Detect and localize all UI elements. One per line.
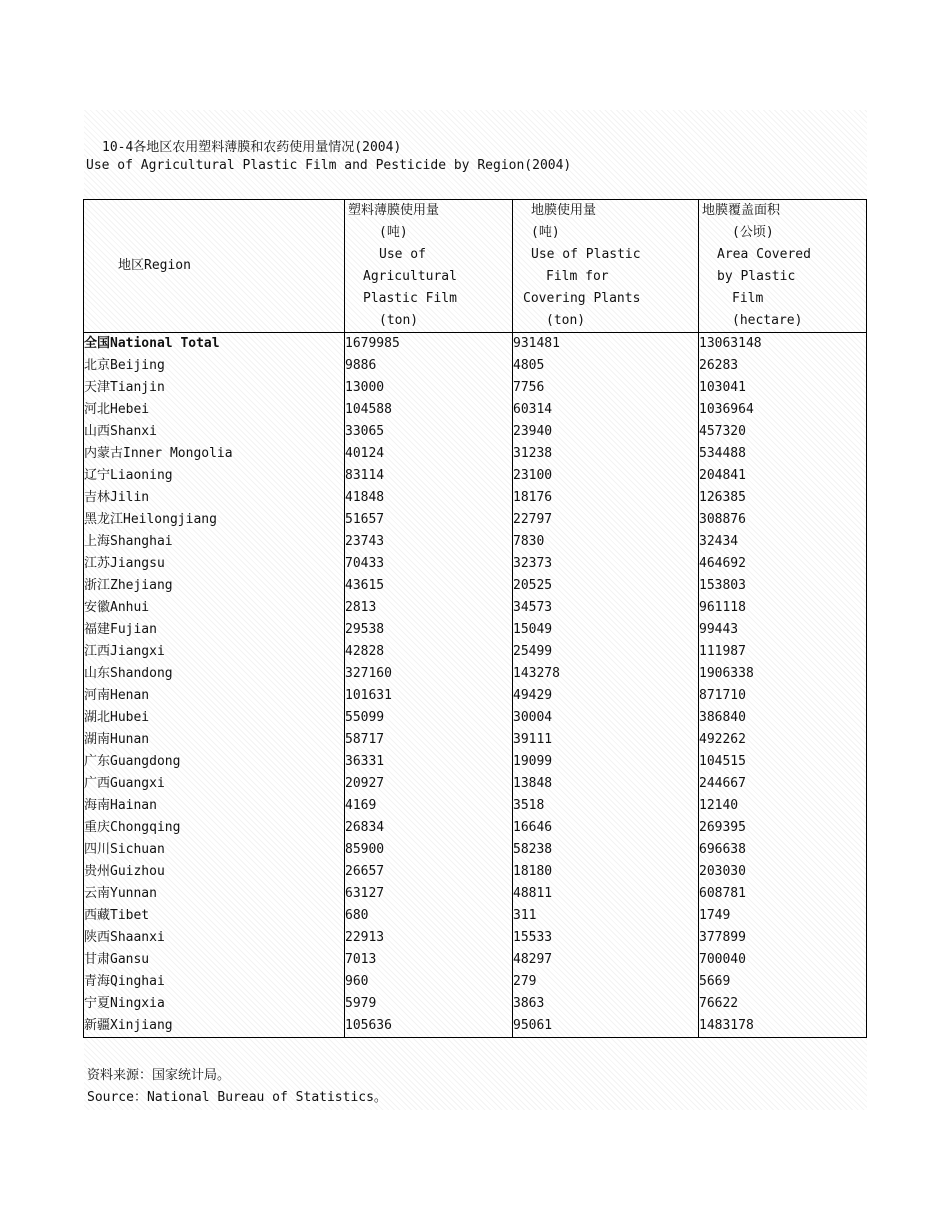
- region-cell: 西藏Tibet: [84, 905, 345, 927]
- header-line: 地膜覆盖面积: [702, 203, 781, 218]
- mulch-film-use-cell: 3518: [513, 795, 699, 817]
- table-row: [84, 927, 867, 949]
- header-line: (ton): [546, 313, 586, 328]
- region-cell: 江苏Jiangsu: [84, 553, 345, 575]
- mulch-film-use-cell: 143278: [513, 663, 699, 685]
- header-line: (公顷): [732, 225, 774, 240]
- header-line: Plastic Film: [363, 291, 457, 306]
- covered-area-cell: 204841: [699, 465, 867, 487]
- region-cell: 陕西Shaanxi: [84, 927, 345, 949]
- covered-area-cell: 104515: [699, 751, 867, 773]
- table-row: [84, 707, 867, 729]
- plastic-film-use-cell: 4169: [345, 795, 513, 817]
- plastic-film-use-cell: 55099: [345, 707, 513, 729]
- table-row: [84, 619, 867, 641]
- mulch-film-use-cell: 13848: [513, 773, 699, 795]
- mulch-film-use-cell: 4805: [513, 355, 699, 377]
- table-row: [84, 487, 867, 509]
- covered-area-cell: 103041: [699, 377, 867, 399]
- region-cell: 浙江Zhejiang: [84, 575, 345, 597]
- region-cell: 山东Shandong: [84, 663, 345, 685]
- source-note-chinese: 资料来源：国家统计局。: [87, 1068, 231, 1083]
- covered-area-cell: 377899: [699, 927, 867, 949]
- table-row: [84, 663, 867, 685]
- mulch-film-use-cell: 18180: [513, 861, 699, 883]
- table-row: [84, 421, 867, 443]
- plastic-film-use-cell: 43615: [345, 575, 513, 597]
- mulch-film-use-cell: 15049: [513, 619, 699, 641]
- mulch-film-use-cell: 19099: [513, 751, 699, 773]
- mulch-film-use-cell: 16646: [513, 817, 699, 839]
- region-cell: 上海Shanghai: [84, 531, 345, 553]
- mulch-film-use-cell: 15533: [513, 927, 699, 949]
- table-row: [84, 817, 867, 839]
- table-row: [84, 399, 867, 421]
- region-cell: 青海Qinghai: [84, 971, 345, 993]
- plastic-film-use-cell: 2813: [345, 597, 513, 619]
- table-title-english: Use of Agricultural Plastic Film and Pesticide by Region(2004): [86, 158, 572, 173]
- plastic-film-use-cell: 1679985: [345, 333, 513, 356]
- covered-area-cell: 1906338: [699, 663, 867, 685]
- region-cell: 甘肃Gansu: [84, 949, 345, 971]
- header-line: Covering Plants: [523, 291, 641, 306]
- header-line: Use of: [379, 247, 426, 262]
- region-cell: 安徽Anhui: [84, 597, 345, 619]
- plastic-film-use-cell: 20927: [345, 773, 513, 795]
- covered-area-cell: 12140: [699, 795, 867, 817]
- table-row: [84, 773, 867, 795]
- plastic-film-use-cell: 105636: [345, 1015, 513, 1038]
- mulch-film-use-cell: 18176: [513, 487, 699, 509]
- header-line: 塑料薄膜使用量: [348, 203, 440, 218]
- header-line: Agricultural: [363, 269, 457, 284]
- header-line: Use of Plastic: [531, 247, 641, 262]
- table-row: [84, 839, 867, 861]
- table-row: [84, 355, 867, 377]
- region-cell: 海南Hainan: [84, 795, 345, 817]
- covered-area-cell: 386840: [699, 707, 867, 729]
- header-line: Area Covered: [717, 247, 811, 262]
- plastic-film-use-cell: 36331: [345, 751, 513, 773]
- region-cell: 河南Henan: [84, 685, 345, 707]
- table-row: [84, 465, 867, 487]
- region-cell: 天津Tianjin: [84, 377, 345, 399]
- plastic-film-use-cell: 26834: [345, 817, 513, 839]
- mulch-film-use-cell: 34573: [513, 597, 699, 619]
- header-line: Film for: [546, 269, 609, 284]
- mulch-film-use-cell: 31238: [513, 443, 699, 465]
- covered-area-cell: 464692: [699, 553, 867, 575]
- table-row: [84, 685, 867, 707]
- mulch-film-use-cell: 60314: [513, 399, 699, 421]
- table-row: [84, 949, 867, 971]
- region-cell: 广东Guangdong: [84, 751, 345, 773]
- covered-area-cell: 26283: [699, 355, 867, 377]
- table-row: [84, 531, 867, 553]
- table-row: [84, 553, 867, 575]
- covered-area-cell: 111987: [699, 641, 867, 663]
- plastic-film-use-cell: 41848: [345, 487, 513, 509]
- covered-area-cell: 608781: [699, 883, 867, 905]
- region-cell: 湖北Hubei: [84, 707, 345, 729]
- covered-area-cell: 308876: [699, 509, 867, 531]
- region-cell: 山西Shanxi: [84, 421, 345, 443]
- table-row: [84, 597, 867, 619]
- table-row: [84, 883, 867, 905]
- header-line: 地膜使用量: [531, 203, 597, 218]
- region-cell: 全国National Total: [84, 333, 345, 356]
- covered-area-cell: 1036964: [699, 399, 867, 421]
- covered-area-cell: 99443: [699, 619, 867, 641]
- plastic-film-use-cell: 104588: [345, 399, 513, 421]
- plastic-film-use-cell: 680: [345, 905, 513, 927]
- table-row: [84, 861, 867, 883]
- plastic-film-use-cell: 83114: [345, 465, 513, 487]
- table-row: [84, 443, 867, 465]
- table-title-chinese: 10-4各地区农用塑料薄膜和农药使用量情况(2004): [102, 140, 402, 155]
- plastic-film-use-cell: 58717: [345, 729, 513, 751]
- covered-area-cell: 534488: [699, 443, 867, 465]
- covered-area-cell: 153803: [699, 575, 867, 597]
- table-row: [84, 1015, 867, 1038]
- mulch-film-use-cell: 48811: [513, 883, 699, 905]
- covered-area-cell: 126385: [699, 487, 867, 509]
- mulch-film-use-cell: 931481: [513, 333, 699, 356]
- header-line: (hectare): [732, 313, 803, 328]
- table-row: [84, 333, 867, 356]
- mulch-film-use-cell: 279: [513, 971, 699, 993]
- mulch-film-use-cell: 23100: [513, 465, 699, 487]
- plastic-film-use-cell: 5979: [345, 993, 513, 1015]
- plastic-film-use-cell: 327160: [345, 663, 513, 685]
- table-row: [84, 641, 867, 663]
- plastic-film-use-cell: 13000: [345, 377, 513, 399]
- header-mulch-film-use: [513, 200, 699, 333]
- covered-area-cell: 492262: [699, 729, 867, 751]
- header-region: [84, 200, 345, 333]
- header-region-label: 地区Region: [118, 258, 191, 273]
- mulch-film-use-cell: 25499: [513, 641, 699, 663]
- covered-area-cell: 961118: [699, 597, 867, 619]
- covered-area-cell: 700040: [699, 949, 867, 971]
- table-row: [84, 751, 867, 773]
- region-cell: 湖南Hunan: [84, 729, 345, 751]
- header-line: (吨): [531, 225, 560, 240]
- region-cell: 广西Guangxi: [84, 773, 345, 795]
- covered-area-cell: 5669: [699, 971, 867, 993]
- region-cell: 江西Jiangxi: [84, 641, 345, 663]
- region-cell: 辽宁Liaoning: [84, 465, 345, 487]
- plastic-film-use-cell: 7013: [345, 949, 513, 971]
- plastic-film-use-cell: 960: [345, 971, 513, 993]
- table-row: [84, 905, 867, 927]
- region-cell: 黑龙江Heilongjiang: [84, 509, 345, 531]
- header-line: by Plastic: [717, 269, 796, 284]
- mulch-film-use-cell: 58238: [513, 839, 699, 861]
- plastic-film-use-cell: 51657: [345, 509, 513, 531]
- mulch-film-use-cell: 32373: [513, 553, 699, 575]
- table-row: [84, 377, 867, 399]
- table-row: [84, 971, 867, 993]
- mulch-film-use-cell: 22797: [513, 509, 699, 531]
- statistics-table: [83, 199, 867, 1038]
- mulch-film-use-cell: 30004: [513, 707, 699, 729]
- mulch-film-use-cell: 48297: [513, 949, 699, 971]
- plastic-film-use-cell: 23743: [345, 531, 513, 553]
- table-row: [84, 575, 867, 597]
- covered-area-cell: 32434: [699, 531, 867, 553]
- region-cell: 内蒙古Inner Mongolia: [84, 443, 345, 465]
- covered-area-cell: 696638: [699, 839, 867, 861]
- mulch-film-use-cell: 7830: [513, 531, 699, 553]
- source-note-english: Source：National Bureau of Statistics。: [87, 1090, 387, 1105]
- header-line: (吨): [379, 225, 408, 240]
- covered-area-cell: 269395: [699, 817, 867, 839]
- plastic-film-use-cell: 42828: [345, 641, 513, 663]
- region-cell: 宁夏Ningxia: [84, 993, 345, 1015]
- plastic-film-use-cell: 26657: [345, 861, 513, 883]
- region-cell: 河北Hebei: [84, 399, 345, 421]
- covered-area-cell: 871710: [699, 685, 867, 707]
- plastic-film-use-cell: 40124: [345, 443, 513, 465]
- mulch-film-use-cell: 95061: [513, 1015, 699, 1038]
- table-row: [84, 993, 867, 1015]
- table-header-row: [84, 200, 867, 333]
- plastic-film-use-cell: 85900: [345, 839, 513, 861]
- region-cell: 四川Sichuan: [84, 839, 345, 861]
- region-cell: 新疆Xinjiang: [84, 1015, 345, 1038]
- covered-area-cell: 244667: [699, 773, 867, 795]
- plastic-film-use-cell: 101631: [345, 685, 513, 707]
- mulch-film-use-cell: 7756: [513, 377, 699, 399]
- table-body: [84, 333, 867, 1038]
- region-cell: 云南Yunnan: [84, 883, 345, 905]
- mulch-film-use-cell: 39111: [513, 729, 699, 751]
- header-line: Film: [732, 291, 764, 306]
- covered-area-cell: 13063148: [699, 333, 867, 356]
- covered-area-cell: 457320: [699, 421, 867, 443]
- covered-area-cell: 76622: [699, 993, 867, 1015]
- mulch-film-use-cell: 311: [513, 905, 699, 927]
- plastic-film-use-cell: 70433: [345, 553, 513, 575]
- table-row: [84, 795, 867, 817]
- region-cell: 吉林Jilin: [84, 487, 345, 509]
- header-line: (ton): [379, 313, 419, 328]
- covered-area-cell: 1749: [699, 905, 867, 927]
- region-cell: 福建Fujian: [84, 619, 345, 641]
- plastic-film-use-cell: 63127: [345, 883, 513, 905]
- table-row: [84, 509, 867, 531]
- plastic-film-use-cell: 9886: [345, 355, 513, 377]
- mulch-film-use-cell: 49429: [513, 685, 699, 707]
- table-row: [84, 729, 867, 751]
- covered-area-cell: 203030: [699, 861, 867, 883]
- mulch-film-use-cell: 23940: [513, 421, 699, 443]
- plastic-film-use-cell: 22913: [345, 927, 513, 949]
- mulch-film-use-cell: 20525: [513, 575, 699, 597]
- plastic-film-use-cell: 33065: [345, 421, 513, 443]
- plastic-film-use-cell: 29538: [345, 619, 513, 641]
- header-plastic-film-use: [345, 200, 513, 333]
- region-cell: 北京Beijing: [84, 355, 345, 377]
- header-covered-area: [699, 200, 867, 333]
- region-cell: 重庆Chongqing: [84, 817, 345, 839]
- covered-area-cell: 1483178: [699, 1015, 867, 1038]
- region-cell: 贵州Guizhou: [84, 861, 345, 883]
- mulch-film-use-cell: 3863: [513, 993, 699, 1015]
